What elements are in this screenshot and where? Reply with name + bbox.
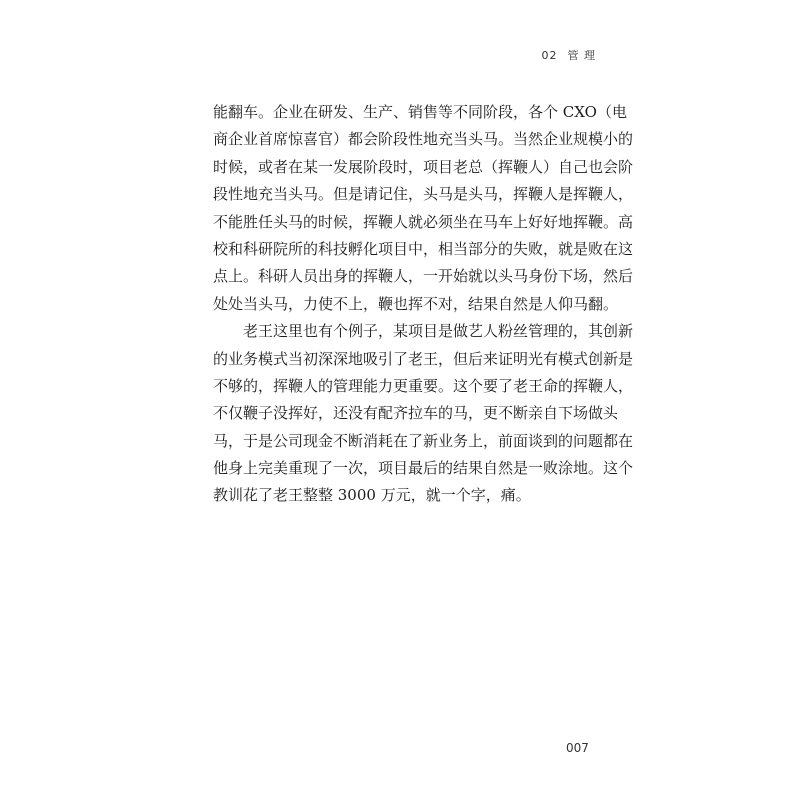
text-line: 老王这里也有个例子，某项目是做艺人粉丝管理的，其创新 [243,322,634,341]
text-line: 不能胜任头马的时候，挥鞭人就必须坐在马车上好好地挥鞭。高 [213,212,634,231]
text-line: 点上。科研人员出身的挥鞭人，一开始就以头马身份下场，然后 [213,267,634,286]
text-line: 处处当头马，力使不上，鞭也挥不对，结果自然是人仰马翻。 [213,294,619,313]
text-line: 不仅鞭子没挥好，还没有配齐拉车的马，更不断亲自下场做头 [213,404,619,423]
text-line: 能翻车。企业在研发、生产、销售等不同阶段，各个 CXO（电 [213,103,627,121]
text-line: 马，于是公司现金不断消耗在了新业务上，前面谈到的问题都在 [213,431,634,450]
text-line: 教训花了老王整整 3000 万元，就一个字，痛。 [213,486,531,505]
text-line: 不够的，挥鞭人的管理能力更重要。这个要了老王命的挥鞭人， [213,376,634,395]
paragraph [213,99,634,318]
text-line: 段性地充当头马。但是请记住，头马是头马，挥鞭人是挥鞭人， [213,185,634,204]
text-line: 的业务模式当初深深地吸引了老王，但后来证明光有模式创新是 [213,349,634,368]
body-text [213,99,634,510]
paragraph [213,318,634,510]
text-line: 他身上完美重现了一次，项目最后的结果自然是一败涂地。这个 [213,459,634,478]
text-line: 商企业首席惊喜官）都会阶段性地充当头马。当然企业规模小的 [213,130,634,149]
running-header [542,47,597,63]
text-line: 校和科研院所的科技孵化项目中，相当部分的失败，就是败在这 [213,239,634,258]
chapter-number: 02 [541,49,558,62]
text-line: 时候，或者在某一发展阶段时，项目老总（挥鞭人）自己也会阶 [213,157,634,176]
page-number: 007 [566,741,589,755]
chapter-title: 管 理 [567,49,596,62]
